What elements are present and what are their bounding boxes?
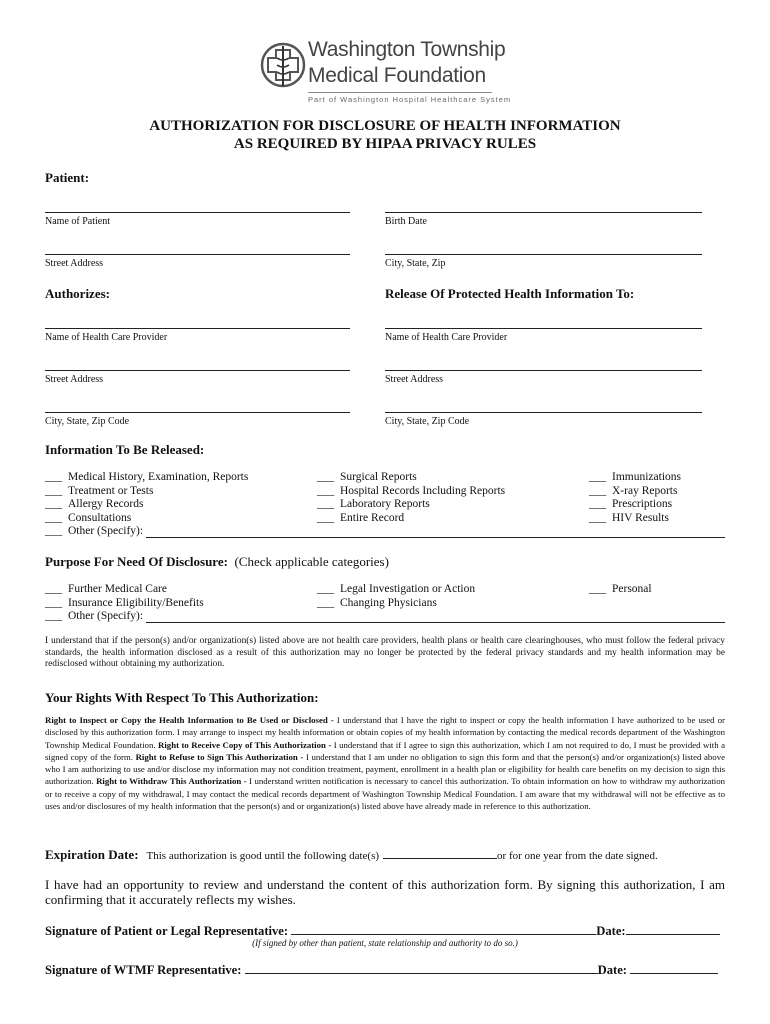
patient-signature-row	[45, 923, 720, 939]
signature-note: (If signed by other than patient, state relationship and authority to do so.)	[252, 938, 518, 948]
expiration-heading: Expiration Date:	[45, 847, 139, 862]
patient-signature-label: Signature of Patient or Legal Representative:	[45, 924, 289, 938]
birth-date-label: Birth Date	[385, 216, 427, 227]
checkbox-item[interactable]: ___ Legal Investigation or Action	[317, 583, 476, 595]
checkbox-item[interactable]: ___ HIV Results	[589, 511, 669, 524]
purpose-other-checkbox[interactable]: ___ Other (Specify):	[45, 610, 144, 622]
purpose-column-2	[317, 583, 475, 610]
checkbox-item[interactable]: ___ Hospital Records Including Reports	[317, 484, 506, 497]
authorizes-city-label: City, State, Zip Code	[45, 416, 130, 427]
document-title-line2: AS REQUIRED BY HIPAA PRIVACY RULES	[233, 136, 537, 152]
info-column-3	[589, 471, 681, 525]
wtmf-signature-row	[45, 962, 718, 978]
document-title-line1: AUTHORIZATION FOR DISCLOSURE OF HEALTH INFORMATION	[149, 118, 621, 134]
authorizes-street-label: Street Address	[45, 374, 104, 385]
logo-text-line1: Washington Township	[308, 38, 506, 61]
birth-date-field[interactable]	[385, 212, 702, 213]
logo-text-line2: Medical Foundation	[308, 64, 486, 87]
info-other-field[interactable]	[146, 537, 725, 538]
release-street-field[interactable]	[385, 370, 702, 371]
patient-name-field[interactable]	[45, 212, 350, 213]
checkbox-item[interactable]: ___ Further Medical Care	[45, 583, 167, 595]
review-paragraph: I have had an opportunity to review and understand the content of this authorization form. By signing this authorization, I am confirming that it accurately reflects my wishes.	[45, 877, 725, 907]
patient-street-label: Street Address	[45, 258, 104, 269]
info-other-checkbox[interactable]: ___ Other (Specify):	[45, 525, 144, 537]
wtmf-date-field[interactable]	[630, 962, 718, 974]
patient-city-label: City, State, Zip	[385, 258, 446, 269]
checkbox-item[interactable]: ___ Treatment or Tests	[45, 484, 154, 497]
patient-heading: Patient:	[45, 170, 90, 185]
patient-name-label: Name of Patient	[45, 216, 110, 227]
patient-date-label: Date:	[596, 924, 626, 938]
purpose-other-field[interactable]	[146, 622, 725, 623]
logo-tagline: Part of Washington Hospital Healthcare System	[308, 95, 512, 104]
checkbox-item[interactable]: ___ Medical History, Examination, Reports	[45, 471, 249, 483]
authorizes-heading: Authorizes:	[45, 286, 110, 301]
authorizes-city-field[interactable]	[45, 412, 350, 413]
patient-city-field[interactable]	[385, 254, 702, 255]
authorizes-provider-label: Name of Health Care Provider	[45, 332, 168, 343]
checkbox-item[interactable]: ___ Changing Physicians	[317, 596, 437, 609]
expiration-text: This authorization is good until the following date(s)	[146, 850, 380, 862]
release-city-label: City, State, Zip Code	[385, 416, 470, 427]
checkbox-item[interactable]: ___ Prescriptions	[589, 498, 673, 510]
authorizes-provider-field[interactable]	[45, 328, 350, 329]
checkbox-item[interactable]: ___ Consultations	[45, 511, 132, 524]
authorizes-street-field[interactable]	[45, 370, 350, 371]
expiration-text-2: or for one year from the date signed.	[497, 850, 658, 862]
release-provider-field[interactable]	[385, 328, 702, 329]
caduceus-cross-icon	[258, 40, 308, 90]
wtmf-signature-field[interactable]	[245, 962, 598, 974]
purpose-column-3	[589, 583, 652, 597]
patient-date-field[interactable]	[626, 923, 720, 935]
logo	[258, 38, 518, 108]
release-street-label: Street Address	[385, 374, 444, 385]
rights-heading: Your Rights With Respect To This Authorization:	[45, 690, 319, 705]
expiration-row	[45, 846, 658, 864]
checkbox-item[interactable]: ___ Personal	[589, 583, 652, 595]
purpose-column-1	[45, 583, 204, 624]
release-to-heading: Release Of Protected Health Information To:	[385, 286, 635, 301]
info-column-1	[45, 471, 248, 525]
checkbox-item[interactable]: ___ Allergy Records	[45, 498, 144, 510]
checkbox-item[interactable]: ___ Entire Record	[317, 511, 405, 524]
release-provider-label: Name of Health Care Provider	[385, 332, 508, 343]
checkbox-item[interactable]: ___ Immunizations	[589, 471, 681, 483]
wtmf-date-label: Date:	[597, 963, 627, 977]
understand-paragraph: I understand that if the person(s) and/or organization(s) listed above are not health care providers, health plans or health care clearinghouses, who must follow the federal privacy standards, the health information disclosed as a result of this authorization may no longer be protected by the federal privacy standards and my health information may be redisclosed without obtaining my authorization.	[45, 636, 725, 670]
logo-divider	[308, 92, 492, 93]
wtmf-signature-label: Signature of WTMF Representative:	[45, 963, 242, 977]
checkbox-item[interactable]: ___ Laboratory Reports	[317, 498, 430, 510]
expiration-date-field[interactable]	[383, 847, 497, 859]
info-column-2	[317, 471, 505, 525]
checkbox-item[interactable]: ___ Insurance Eligibility/Benefits	[45, 596, 204, 609]
release-city-field[interactable]	[385, 412, 702, 413]
checkbox-item[interactable]: ___ X-ray Reports	[589, 484, 678, 497]
purpose-heading: Purpose For Need Of Disclosure: (Check applicable categories)	[45, 554, 389, 569]
rights-paragraph: Right to Inspect or Copy the Health Information to Be Used or Disclosed - I understand that I have the right to inspect or copy the health information I have authorized to be used or disclosed by this authorization form. I may arrange to inspect my health information or obtain copies of my health information by contacting the medical records department of the Washington Township Medical Foundation. Right to Receive Copy of This Authorization - I understand that if I agree to sign this authorization, which I am not required to do, I must be provided with a signed copy of the form. Right to Refuse to Sign This Authorization - I understand that I am under no obligation to sign this form and that the person(s) and/or organization(s) listed above who I am authorizing to use and/or disclose my information may not condition treatment, payment, enrollment in a health plan or eligibility for health care benefits on my decision to sign this authorization. Right to Withdraw This Authorization - I understand written notification is necessary to cancel this authorization. To obtain information on how to withdraw my authorization or to receive a copy of my withdrawal, I may contact the medical records department of Washington Township Medical Foundation. I am aware that my withdrawal will not be effective as to uses and/or disclosures of my health information that the person(s) and or organization(s) listed above have already made in reference to this authorization.	[45, 715, 726, 812]
checkbox-item[interactable]: ___ Surgical Reports	[317, 471, 417, 483]
info-heading: Information To Be Released:	[45, 442, 205, 457]
patient-street-field[interactable]	[45, 254, 350, 255]
patient-signature-field[interactable]	[291, 923, 596, 935]
